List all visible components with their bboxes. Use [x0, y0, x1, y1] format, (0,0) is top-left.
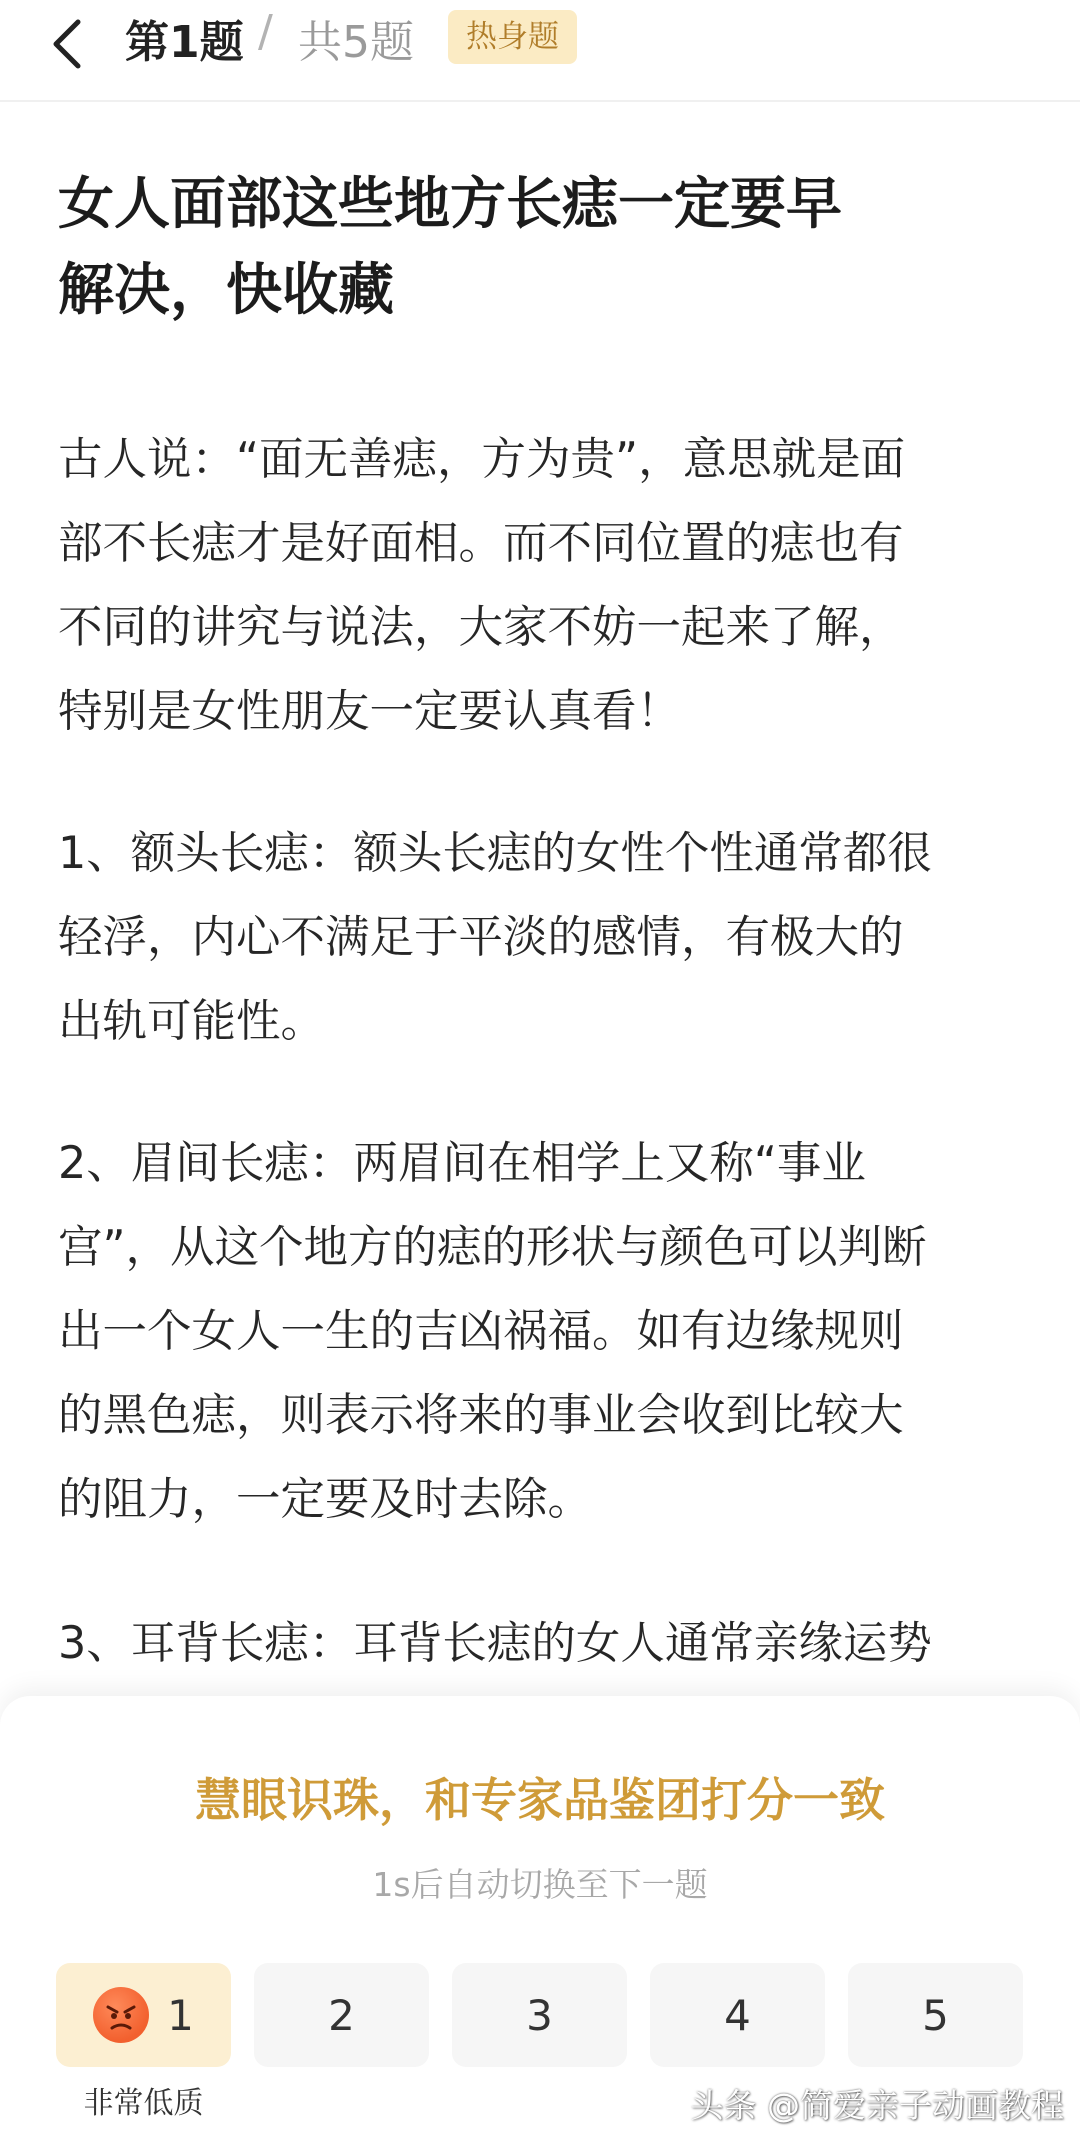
- question-current: 第1题: [125, 17, 244, 68]
- article-paragraph-2: 2、眉间长痣：两眉间在相学上又称“事业 宫”，从这个地方的痣的形状与颜色可以判断 出一个女人一生的吉凶祸福。如有边缘规则 的黑色痣，则表示将来的事业会收到比较大 的阻力，一定要及时去除。: [58, 1138, 927, 1525]
- selected-score-description: 非常低质: [83, 2086, 204, 2121]
- score-option-4[interactable]: [650, 1963, 825, 2067]
- score-option-3-label: 3: [526, 1990, 553, 2040]
- article-title: 女人面部这些地方长痣一定要早 解决，快收藏: [58, 172, 842, 323]
- score-option-1-label: 1: [167, 1990, 194, 2040]
- score-option-1[interactable]: [56, 1963, 231, 2067]
- score-options: [56, 1963, 1026, 2067]
- watermark: 头条 @简爱亲子动画教程: [690, 2086, 1064, 2125]
- score-option-2-label: 2: [328, 1990, 355, 2040]
- score-option-2[interactable]: [254, 1963, 429, 2067]
- score-option-3[interactable]: [452, 1963, 627, 2067]
- score-option-5[interactable]: [848, 1963, 1023, 2067]
- rating-result-text: 慧眼识珠，和专家品鉴团打分一致: [195, 1773, 885, 1827]
- back-button[interactable]: [36, 12, 100, 76]
- warmup-badge: 热身题: [448, 10, 577, 64]
- angry-face-icon: [93, 1987, 149, 2043]
- auto-next-hint: 1s后自动切换至下一题: [372, 1865, 708, 1904]
- score-option-4-label: 4: [724, 1990, 751, 2040]
- question-separator: /: [258, 6, 273, 57]
- chevron-left-icon: [48, 16, 88, 72]
- article-paragraph-intro: 古人说：“面无善痣，方为贵”，意思就是面 部不长痣才是好面相。而不同位置的痣也有 不同的讲究与说法，大家不妨一起来了解， 特别是女性朋友一定要认真看！: [58, 434, 906, 737]
- question-total: 共5题: [298, 17, 414, 68]
- top-bar: [0, 0, 1080, 102]
- article-paragraph-3: 3、耳背长痣：耳背长痣的女人通常亲缘运势: [58, 1618, 932, 1669]
- article-paragraph-1: 1、额头长痣：额头长痣的女性个性通常都很 轻浮，内心不满足于平淡的感情，有极大的 出轨可能性。: [58, 828, 932, 1047]
- score-option-5-label: 5: [922, 1990, 949, 2040]
